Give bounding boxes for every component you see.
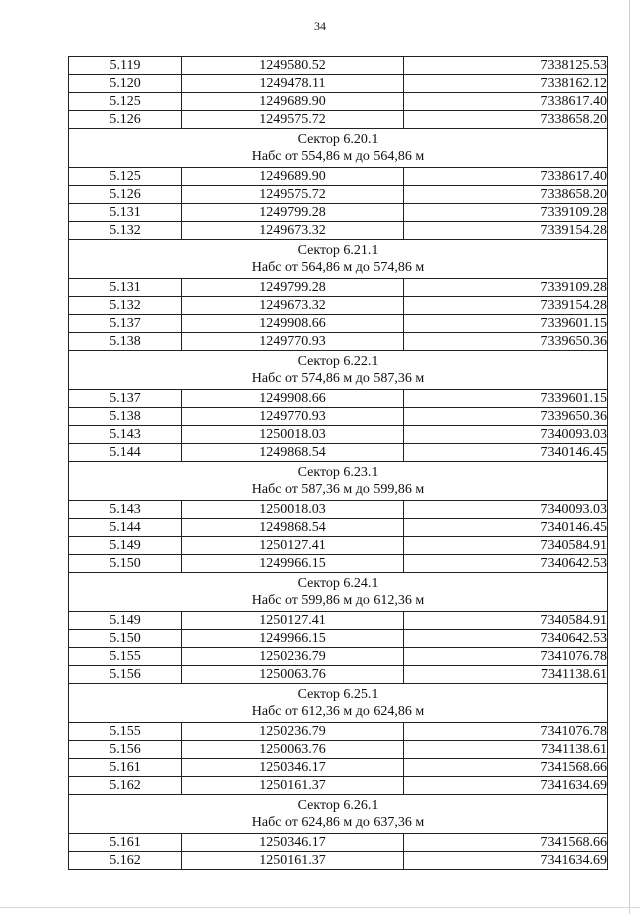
x-coordinate-cell: 1249673.32 [182,297,404,315]
y-coordinate-cell: 7338162.12 [404,75,608,93]
y-coordinate-cell: 7341634.69 [404,852,608,870]
point-number-cell: 5.143 [69,501,182,519]
y-coordinate-cell: 7340642.53 [404,630,608,648]
sector-header-cell [69,351,608,390]
scan-edge-right [629,0,630,914]
sector-range: Набс от 624,86 м до 637,36 м [251,815,425,830]
point-number-cell: 5.155 [69,723,182,741]
x-coordinate-cell: 1250161.37 [182,777,404,795]
table-row [69,723,608,741]
table-row [69,297,608,315]
sector-header-cell [69,573,608,612]
point-number-cell: 5.132 [69,222,182,240]
x-coordinate-cell: 1250346.17 [182,759,404,777]
y-coordinate-cell: 7338125.53 [404,57,608,75]
table-row [69,537,608,555]
table-row [69,612,608,630]
table-row [69,759,608,777]
y-coordinate-cell: 7341138.61 [404,666,608,684]
table-row [69,741,608,759]
point-number-cell: 5.150 [69,630,182,648]
x-coordinate-cell: 1249580.52 [182,57,404,75]
point-number-cell: 5.126 [69,111,182,129]
table-row [69,93,608,111]
y-coordinate-cell: 7339601.15 [404,315,608,333]
point-number-cell: 5.161 [69,834,182,852]
point-number-cell: 5.162 [69,777,182,795]
coordinates-table [68,56,608,870]
x-coordinate-cell: 1250127.41 [182,612,404,630]
point-number-cell: 5.155 [69,648,182,666]
sector-header-cell [69,240,608,279]
table-row [69,666,608,684]
x-coordinate-cell: 1249868.54 [182,444,404,462]
y-coordinate-cell: 7339109.28 [404,204,608,222]
sector-header-row [69,129,608,168]
table-row [69,222,608,240]
point-number-cell: 5.126 [69,186,182,204]
x-coordinate-cell: 1250018.03 [182,426,404,444]
y-coordinate-cell: 7340146.45 [404,444,608,462]
table-row [69,834,608,852]
x-coordinate-cell: 1249575.72 [182,186,404,204]
y-coordinate-cell: 7339650.36 [404,333,608,351]
y-coordinate-cell: 7338617.40 [404,93,608,111]
y-coordinate-cell: 7338658.20 [404,186,608,204]
sector-title: Сектор 6.26.1 [297,798,379,813]
x-coordinate-cell: 1249966.15 [182,555,404,573]
table-row [69,519,608,537]
y-coordinate-cell: 7339109.28 [404,279,608,297]
point-number-cell: 5.149 [69,612,182,630]
table-row [69,75,608,93]
point-number-cell: 5.137 [69,390,182,408]
sector-title: Сектор 6.20.1 [297,132,379,147]
table-row [69,204,608,222]
coordinates-table-body [69,57,608,870]
sector-header-row [69,351,608,390]
point-number-cell: 5.125 [69,168,182,186]
table-row [69,501,608,519]
point-number-cell: 5.144 [69,444,182,462]
point-number-cell: 5.161 [69,759,182,777]
x-coordinate-cell: 1249799.28 [182,204,404,222]
table-row [69,186,608,204]
point-number-cell: 5.125 [69,93,182,111]
x-coordinate-cell: 1250161.37 [182,852,404,870]
point-number-cell: 5.131 [69,204,182,222]
y-coordinate-cell: 7338658.20 [404,111,608,129]
table-row [69,168,608,186]
point-number-cell: 5.144 [69,519,182,537]
x-coordinate-cell: 1250063.76 [182,666,404,684]
y-coordinate-cell: 7341076.78 [404,723,608,741]
x-coordinate-cell: 1249575.72 [182,111,404,129]
y-coordinate-cell: 7341568.66 [404,834,608,852]
sector-title: Сектор 6.25.1 [297,687,379,702]
x-coordinate-cell: 1249868.54 [182,519,404,537]
table-row [69,333,608,351]
x-coordinate-cell: 1249770.93 [182,408,404,426]
sector-header-row [69,573,608,612]
sector-header-row [69,240,608,279]
point-number-cell: 5.162 [69,852,182,870]
table-row [69,111,608,129]
sector-range: Набс от 587,36 м до 599,86 м [251,482,425,497]
sector-header-row [69,684,608,723]
sector-header-cell [69,795,608,834]
table-row [69,426,608,444]
y-coordinate-cell: 7338617.40 [404,168,608,186]
table-row [69,279,608,297]
x-coordinate-cell: 1250127.41 [182,537,404,555]
sector-range: Набс от 564,86 м до 574,86 м [251,260,425,275]
sector-range: Набс от 554,86 м до 564,86 м [251,149,425,164]
sector-header-cell [69,684,608,723]
y-coordinate-cell: 7339601.15 [404,390,608,408]
y-coordinate-cell: 7340093.03 [404,501,608,519]
y-coordinate-cell: 7339154.28 [404,297,608,315]
point-number-cell: 5.150 [69,555,182,573]
table-row [69,852,608,870]
table-row [69,555,608,573]
x-coordinate-cell: 1250018.03 [182,501,404,519]
table-row [69,777,608,795]
y-coordinate-cell: 7340584.91 [404,537,608,555]
sector-range: Набс от 574,86 м до 587,36 м [251,371,425,386]
table-row [69,444,608,462]
x-coordinate-cell: 1250236.79 [182,723,404,741]
x-coordinate-cell: 1249770.93 [182,333,404,351]
x-coordinate-cell: 1249689.90 [182,93,404,111]
x-coordinate-cell: 1249673.32 [182,222,404,240]
point-number-cell: 5.137 [69,315,182,333]
y-coordinate-cell: 7341634.69 [404,777,608,795]
y-coordinate-cell: 7340584.91 [404,612,608,630]
x-coordinate-cell: 1249908.66 [182,315,404,333]
table-row [69,648,608,666]
sector-header-row [69,795,608,834]
scan-edge-bottom [0,907,640,908]
point-number-cell: 5.156 [69,666,182,684]
y-coordinate-cell: 7340093.03 [404,426,608,444]
table-row [69,408,608,426]
sector-title: Сектор 6.21.1 [297,243,379,258]
table-row [69,57,608,75]
sector-title: Сектор 6.22.1 [297,354,379,369]
y-coordinate-cell: 7339154.28 [404,222,608,240]
y-coordinate-cell: 7339650.36 [404,408,608,426]
sector-title: Сектор 6.24.1 [297,576,379,591]
table-row [69,315,608,333]
y-coordinate-cell: 7340146.45 [404,519,608,537]
y-coordinate-cell: 7341568.66 [404,759,608,777]
x-coordinate-cell: 1249966.15 [182,630,404,648]
point-number-cell: 5.149 [69,537,182,555]
y-coordinate-cell: 7340642.53 [404,555,608,573]
y-coordinate-cell: 7341076.78 [404,648,608,666]
point-number-cell: 5.120 [69,75,182,93]
point-number-cell: 5.138 [69,408,182,426]
sector-header-cell [69,462,608,501]
page-number: 34 [314,19,326,33]
sector-range: Набс от 612,36 м до 624,86 м [251,704,425,719]
x-coordinate-cell: 1249908.66 [182,390,404,408]
x-coordinate-cell: 1249799.28 [182,279,404,297]
table-row [69,630,608,648]
point-number-cell: 5.132 [69,297,182,315]
x-coordinate-cell: 1249689.90 [182,168,404,186]
sector-title: Сектор 6.23.1 [297,465,379,480]
x-coordinate-cell: 1249478.11 [182,75,404,93]
point-number-cell: 5.143 [69,426,182,444]
sector-header-cell [69,129,608,168]
sector-header-row [69,462,608,501]
y-coordinate-cell: 7341138.61 [404,741,608,759]
x-coordinate-cell: 1250236.79 [182,648,404,666]
x-coordinate-cell: 1250346.17 [182,834,404,852]
point-number-cell: 5.156 [69,741,182,759]
table-row [69,390,608,408]
point-number-cell: 5.138 [69,333,182,351]
sector-range: Набс от 599,86 м до 612,36 м [251,593,425,608]
x-coordinate-cell: 1250063.76 [182,741,404,759]
point-number-cell: 5.131 [69,279,182,297]
point-number-cell: 5.119 [69,57,182,75]
